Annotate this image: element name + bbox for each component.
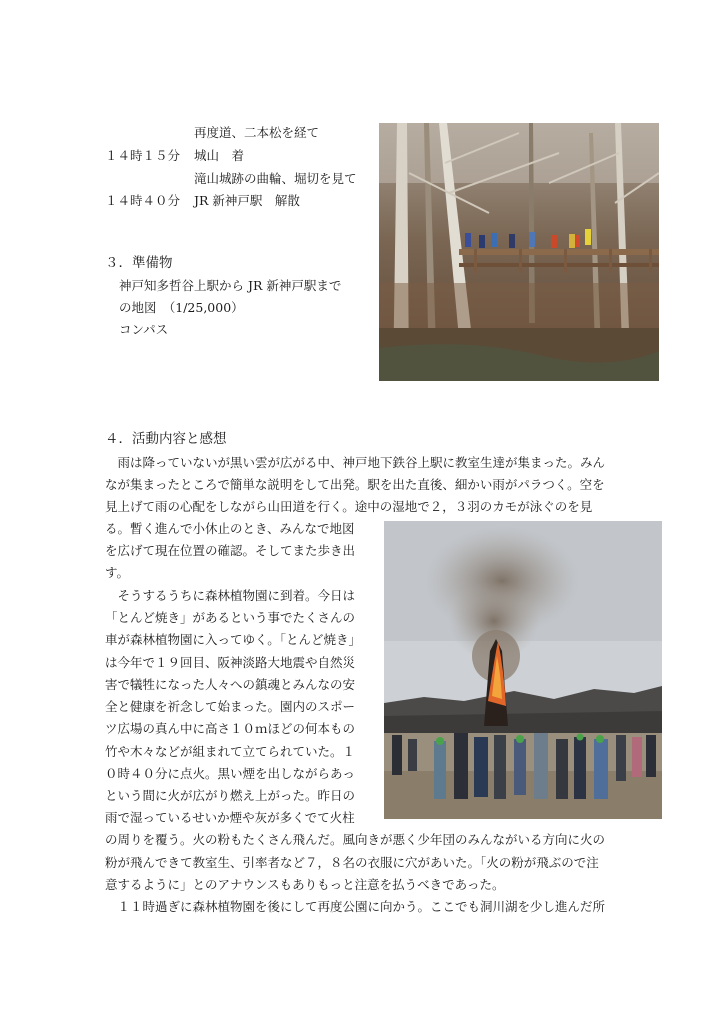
section-3-line: の地図 （1/25,000） <box>119 300 244 315</box>
schedule-line-2: １４時１５分 城山 着 <box>105 148 245 163</box>
body-line: 雨は降っていないが黒い雲が広がる中、神戸地下鉄谷上駅に教室生達が集まった。みん <box>105 455 606 470</box>
body-line: 「とんど焼き」があるという事でたくさんの <box>105 610 356 625</box>
body-line: 意するように」とのアナウンスもありもっと注意を払うべきであった。 <box>105 877 505 892</box>
body-line: は今年で１９回目、阪神淡路大地震や自然災 <box>105 655 356 670</box>
tondo-yaki-bonfire-photo <box>384 521 662 819</box>
body-line: ０時４０分に点火。黒い煙を出しながらあっ <box>105 766 355 781</box>
section-3-line: 神戸知多哲谷上駅から JR 新神戸駅まで <box>119 278 342 293</box>
schedule-time: １４時１５分 <box>105 148 181 163</box>
body-line: る。暫く進んで小休止のとき、みんなで地図 <box>105 521 355 536</box>
body-line: 全と健康を祈念して始まった。園内のスポー <box>105 699 356 714</box>
section-3-line: コンパス <box>119 322 169 337</box>
forest-hike-photo <box>379 123 659 381</box>
body-line: 竹や木々などが組まれて立てられていた。１ <box>105 744 356 759</box>
body-line: なが集まったところで簡単な説明をして出発。駅を出た直後、細かい雨がパラつく。空を <box>105 477 605 492</box>
section-4-heading: ４．活動内容と感想 <box>105 431 227 447</box>
body-line: 害で犠牲になった人々への鎮魂とみんなの安 <box>105 677 356 692</box>
body-line: 雨で湿っているせいか煙や灰が多くでて火柱 <box>105 810 355 825</box>
body-line: という間に火が広がり燃え上がった。昨日の <box>105 788 356 803</box>
body-line: 粉が飛んできて教室生、引率者など７，８名の衣服に穴があいた。「火の粉が飛ぶので注 <box>105 855 599 870</box>
section-3-heading: ３．準備物 <box>105 255 173 271</box>
body-line: そうするうちに森林植物園に到着。今日は <box>105 588 356 603</box>
body-line: す。 <box>105 565 130 580</box>
schedule-line-1: 再度道、二本松を経て <box>194 125 320 140</box>
schedule-line-3: 滝山城跡の曲輪、堀切を見て <box>194 171 357 186</box>
body-line: の周りを覆う。火の粉もたくさん飛んだ。風向きが悪く少年団のみんながいる方向に火の <box>105 832 606 847</box>
body-line: 見上げて雨の心配をしながら山田道を行く。途中の湿地で２，３羽のカモが泳ぐのを見 <box>105 499 593 514</box>
schedule-line-4: １４時４０分 JR 新神戸駅 解散 <box>105 193 300 208</box>
body-line: ツ広場の真ん中に高さ１０ｍほどの何本もの <box>105 721 356 736</box>
body-line: 車が森林植物園に入ってゆく。「とんど焼き」 <box>105 632 362 647</box>
body-line: を広げて現在位置の確認。そしてまた歩き出 <box>105 543 356 558</box>
schedule-time: １４時４０分 <box>105 193 181 208</box>
body-line: １１時過ぎに森林植物園を後にして再度公園に向かう。ここでも洞川湖を少し進んだ所 <box>105 899 606 914</box>
